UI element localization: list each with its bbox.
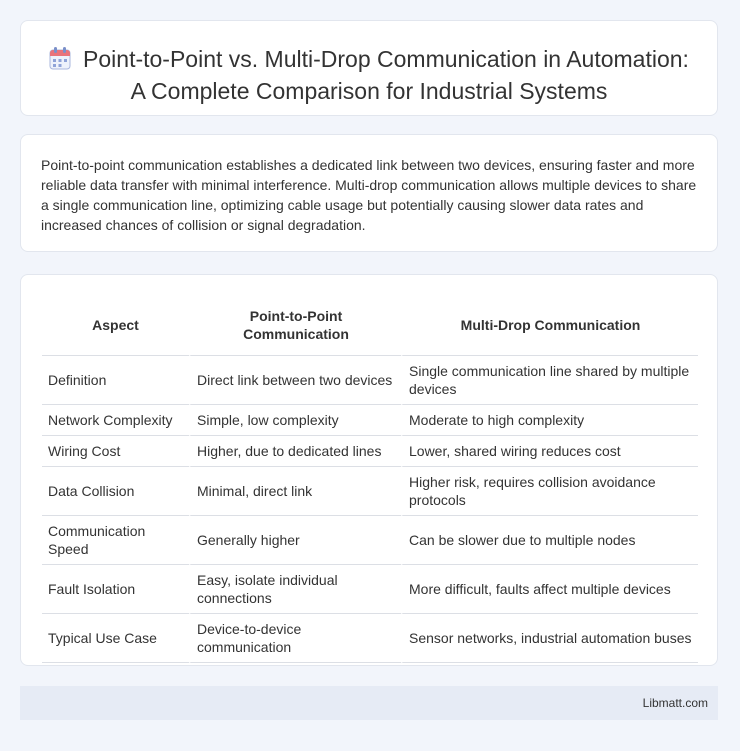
page-title (21, 21, 717, 106)
cell-multi-drop: Sensor networks, industrial automation buses (401, 614, 698, 663)
cell-multi-drop: Higher risk, requires collision avoidance protocols (401, 467, 698, 516)
cell-aspect: Data Collision (42, 467, 189, 516)
cell-multi-drop: Can be slower due to multiple nodes (401, 516, 698, 565)
footer (20, 686, 718, 720)
cell-aspect: Fault Isolation (42, 565, 189, 614)
cell-multi-drop: Single communication line shared by multiple devices (401, 356, 698, 405)
header-aspect: Aspect (42, 295, 189, 356)
cell-point-to-point: Device-to-device communication (189, 614, 401, 663)
title-card (20, 20, 718, 116)
comparison-table (42, 295, 698, 663)
cell-multi-drop: More difficult, faults affect multiple devices (401, 565, 698, 614)
header-point-to-point: Point-to-Point Communication (189, 295, 401, 356)
table-row (42, 565, 698, 614)
cell-aspect: Wiring Cost (42, 436, 189, 467)
cell-multi-drop: Lower, shared wiring reduces cost (401, 436, 698, 467)
cell-aspect: Definition (42, 356, 189, 405)
cell-point-to-point: Direct link between two devices (189, 356, 401, 405)
comparison-card (20, 274, 718, 666)
intro-paragraph: Point-to-point communication establishes a dedicated link between two devices, ensuring faster and more reliable data transfer with minimal interference. Multi-drop communication allows multiple devices to share a single communication line, optimizing cable usage but potentially causing slower data rates and increased chances of collision or signal degradation. (41, 157, 697, 233)
calendar-icon (49, 46, 71, 77)
page-title-text: Point-to-Point vs. Multi-Drop Communication in Automation: A Complete Comparison for Industrial Systems (83, 46, 689, 104)
footer-brand-link[interactable]: Libmatt.com (642, 696, 708, 710)
cell-point-to-point: Simple, low complexity (189, 405, 401, 436)
table-row (42, 405, 698, 436)
table-row (42, 356, 698, 405)
table-row (42, 614, 698, 663)
cell-aspect: Communication Speed (42, 516, 189, 565)
table-row (42, 467, 698, 516)
cell-multi-drop: Moderate to high complexity (401, 405, 698, 436)
table-row (42, 516, 698, 565)
header-multi-drop: Multi-Drop Communication (401, 295, 698, 356)
cell-point-to-point: Easy, isolate individual connections (189, 565, 401, 614)
cell-point-to-point: Minimal, direct link (189, 467, 401, 516)
cell-point-to-point: Generally higher (189, 516, 401, 565)
cell-point-to-point: Higher, due to dedicated lines (189, 436, 401, 467)
cell-aspect: Network Complexity (42, 405, 189, 436)
table-header-row (42, 295, 698, 356)
table-row (42, 436, 698, 467)
intro-card (20, 134, 718, 252)
cell-aspect: Typical Use Case (42, 614, 189, 663)
